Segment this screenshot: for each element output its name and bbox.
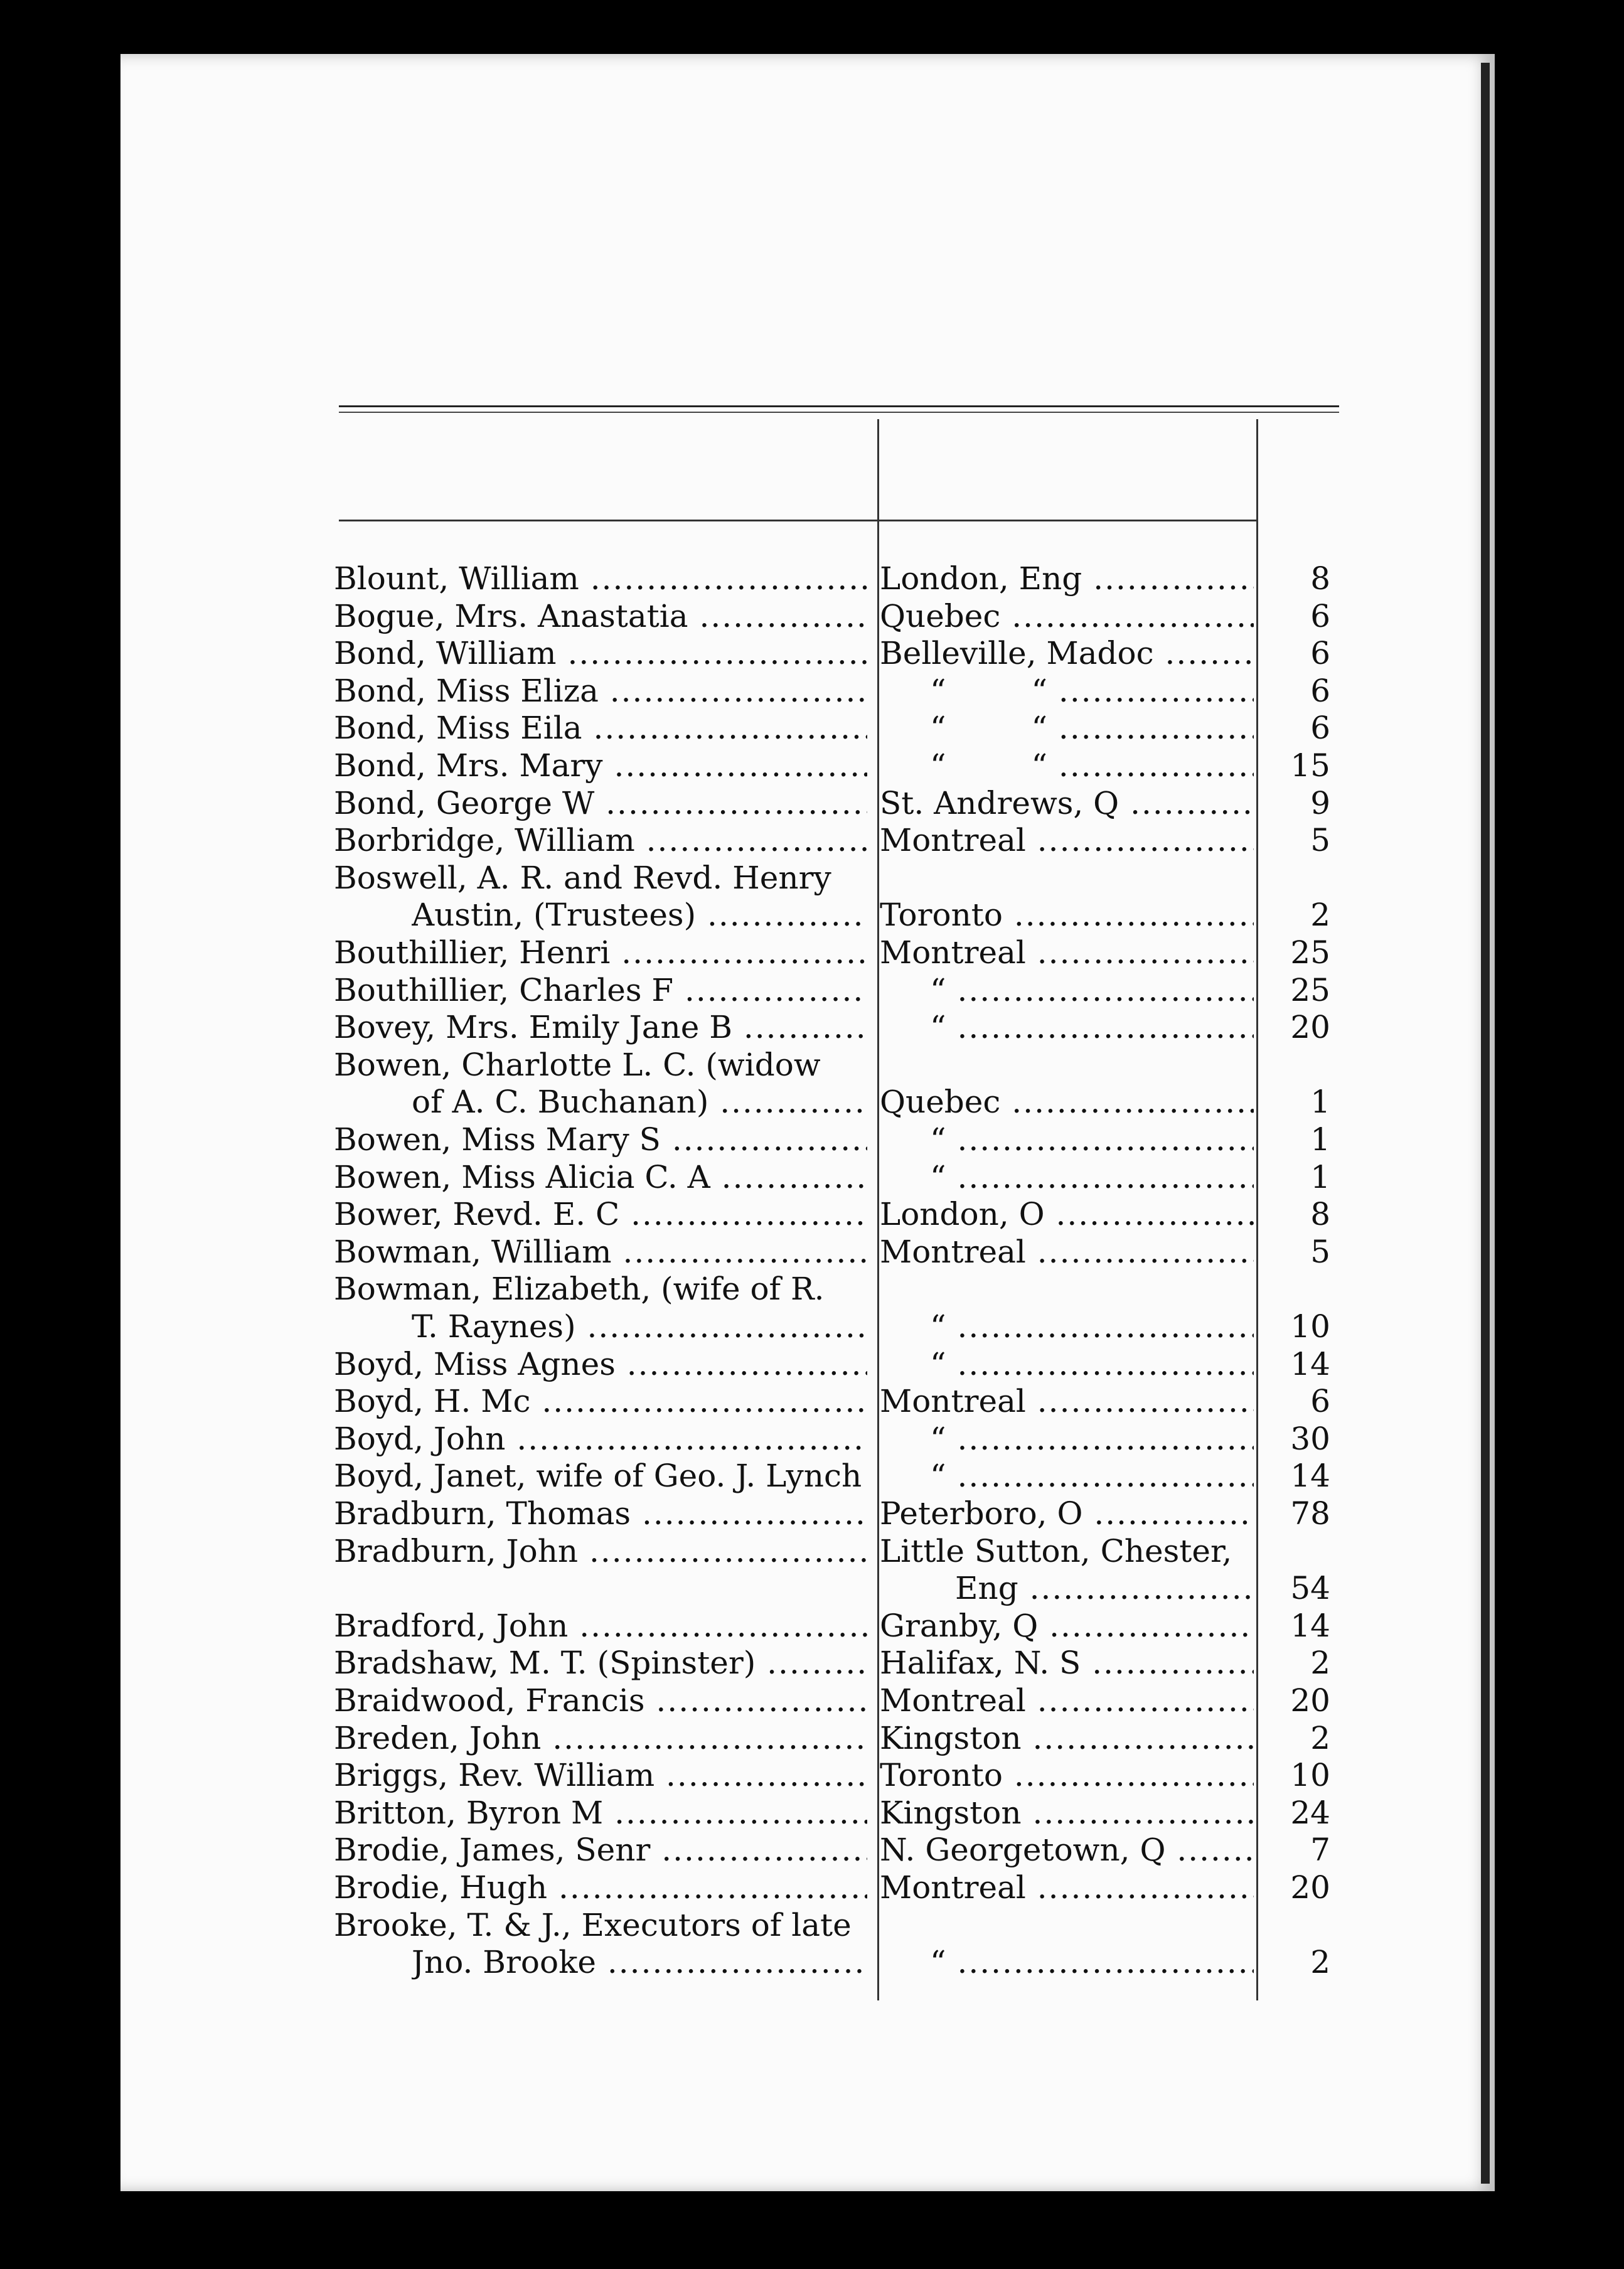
shareholder-residence: “ ..... [880, 1121, 1254, 1158]
shareholder-residence: “ ..... [880, 1943, 1254, 1981]
shareholder-name: Breden, John ..... [334, 1719, 867, 1757]
shareholder-name: Bond, Miss Eila ..... [334, 709, 867, 747]
table-row [0, 1794, 1624, 1832]
shareholder-name: Boyd, Miss Agnes ..... [334, 1345, 867, 1383]
shareholder-residence: St. Andrews, Q ..... [880, 784, 1254, 822]
table-row [0, 672, 1624, 710]
shareholder-shares: 5 [1310, 822, 1330, 859]
shareholder-shares: 14 [1290, 1345, 1330, 1382]
shareholder-name: Bond, Miss Eliza ..... [334, 672, 867, 710]
shareholder-shares: 5 [1310, 1233, 1330, 1270]
shareholder-residence: “ ..... [880, 1457, 1254, 1495]
shareholder-residence: “ ..... [880, 1008, 1254, 1046]
table-row [0, 1532, 1624, 1570]
shareholder-name: Boyd, John ..... [334, 1420, 867, 1458]
shareholder-name: Bradford, John ..... [334, 1607, 867, 1645]
table-row [0, 934, 1624, 971]
shareholder-shares: 2 [1310, 1719, 1330, 1756]
table-row [0, 1943, 1624, 1981]
table-row [0, 896, 1624, 934]
shareholder-residence: “ “ ..... [880, 709, 1254, 747]
shareholder-shares: 6 [1310, 710, 1330, 747]
table-row [0, 1233, 1624, 1271]
shareholder-residence: Montreal ..... [880, 1382, 1254, 1420]
table-row [0, 1495, 1624, 1532]
shareholder-name: Bouthillier, Henri ..... [334, 934, 867, 971]
shareholder-shares: 14 [1290, 1458, 1330, 1495]
shareholder-name: Bond, George W ..... [334, 784, 867, 822]
shareholder-name: Bower, Revd. E. C ..... [334, 1195, 867, 1233]
shareholder-shares: 1 [1310, 1121, 1330, 1158]
table-row [0, 1308, 1624, 1345]
shareholder-name: T. Raynes) ..... [412, 1308, 867, 1345]
shareholder-name: Bradshaw, M. T. (Spinster) ..... [334, 1644, 867, 1682]
shareholder-shares: 6 [1310, 1383, 1330, 1420]
shareholder-residence: “ “ ..... [880, 747, 1254, 784]
shareholder-shares: 20 [1290, 1009, 1330, 1046]
shareholder-shares: 25 [1290, 971, 1330, 1008]
shareholder-name: Boswell, A. R. and Revd. Henry [334, 859, 831, 896]
table-row [0, 1046, 1624, 1084]
shareholder-residence: Kingston ..... [880, 1719, 1254, 1757]
table-row [0, 821, 1624, 859]
table-row [0, 1906, 1624, 1944]
shareholder-shares: 24 [1290, 1794, 1330, 1831]
shareholder-residence: “ ..... [880, 1420, 1254, 1458]
shareholder-residence: Belleville, Madoc ..... [880, 634, 1254, 672]
shareholder-residence: Montreal ..... [880, 1233, 1254, 1271]
shareholder-name: Boyd, Janet, wife of Geo. J. Lynch ..... [334, 1457, 867, 1495]
shareholder-residence: Toronto ..... [880, 896, 1254, 934]
shareholder-name: Bradburn, Thomas ..... [334, 1495, 867, 1532]
shareholder-name: Austin, (Trustees) ..... [412, 896, 867, 934]
column-header-shares [1260, 414, 1335, 521]
shareholder-shares: 78 [1290, 1495, 1330, 1532]
table-row [0, 1831, 1624, 1869]
table-row [0, 1682, 1624, 1719]
shareholder-shares: 14 [1290, 1607, 1330, 1644]
table-row [0, 1569, 1624, 1607]
table-row [0, 1008, 1624, 1046]
shareholder-shares: 7 [1310, 1832, 1330, 1869]
shareholder-residence: N. Georgetown, Q ..... [880, 1831, 1254, 1869]
table-row [0, 1195, 1624, 1233]
table-row [0, 1607, 1624, 1645]
shareholder-shares: 10 [1290, 1308, 1330, 1345]
shareholder-residence: Montreal ..... [880, 934, 1254, 971]
shareholder-residence: Montreal ..... [880, 1869, 1254, 1906]
shareholder-residence: “ ..... [880, 971, 1254, 1009]
table-row [0, 1121, 1624, 1158]
shareholder-shares: 1 [1310, 1084, 1330, 1121]
shareholder-name: Bradburn, John ..... [334, 1532, 867, 1570]
shareholder-residence: “ ..... [880, 1158, 1254, 1196]
table-row [0, 1644, 1624, 1682]
shareholder-shares: 8 [1310, 560, 1330, 597]
shareholder-residence: Halifax, N. S ..... [880, 1644, 1254, 1682]
shareholder-shares: 6 [1310, 672, 1330, 709]
shareholder-shares: 2 [1310, 1944, 1330, 1981]
shareholder-name: Brodie, Hugh ..... [334, 1869, 867, 1906]
shareholder-name: Blount, William ..... [334, 560, 867, 597]
shareholder-name: Bond, Mrs. Mary ..... [334, 747, 867, 784]
table-row [0, 560, 1624, 597]
header-rule [339, 405, 1339, 407]
table-row [0, 1756, 1624, 1794]
shareholder-shares: 20 [1290, 1682, 1330, 1719]
shareholder-shares: 8 [1310, 1196, 1330, 1233]
shareholder-residence: Montreal ..... [880, 1682, 1254, 1719]
table-row [0, 634, 1624, 672]
shareholder-residence: Little Sutton, Chester, [880, 1532, 1232, 1569]
shareholder-shares: 1 [1310, 1158, 1330, 1195]
shareholder-name: Bowen, Miss Mary S ..... [334, 1121, 867, 1158]
table-row [0, 597, 1624, 635]
shareholder-residence: Kingston ..... [880, 1794, 1254, 1832]
shareholder-name: Bond, William ..... [334, 634, 867, 672]
table-row [0, 1719, 1624, 1757]
shareholder-name: Bowen, Charlotte L. C. (widow [334, 1046, 821, 1083]
header-rule-secondary [339, 412, 1339, 413]
shareholder-residence: “ ..... [880, 1308, 1254, 1345]
shareholder-name: Britton, Byron M ..... [334, 1794, 867, 1832]
table-row [0, 1083, 1624, 1121]
shareholder-residence: Eng ..... [955, 1569, 1254, 1607]
column-header-rule [339, 520, 1258, 521]
table-row [0, 1158, 1624, 1196]
shareholder-shares: 54 [1290, 1570, 1330, 1607]
table-row [0, 747, 1624, 784]
shareholder-residence: Quebec ..... [880, 1083, 1254, 1121]
shareholder-residence: Montreal ..... [880, 821, 1254, 859]
table-row [0, 1382, 1624, 1420]
shareholder-residence: Peterboro, O ..... [880, 1495, 1254, 1532]
table-row [0, 1457, 1624, 1495]
shareholder-shares: 20 [1290, 1869, 1330, 1906]
shareholder-name: Brodie, James, Senr ..... [334, 1831, 867, 1869]
table-row [0, 971, 1624, 1009]
shareholder-shares: 2 [1310, 897, 1330, 934]
table-row [0, 709, 1624, 747]
table-row [0, 1420, 1624, 1458]
table-row [0, 859, 1624, 897]
shareholder-residence: Quebec ..... [880, 597, 1254, 635]
shareholder-residence: Toronto ..... [880, 1756, 1254, 1794]
table-row [0, 784, 1624, 822]
shareholder-name: Brooke, T. & J., Executors of late [334, 1906, 852, 1943]
shareholder-shares: 6 [1310, 635, 1330, 672]
table-row [0, 1869, 1624, 1906]
shareholder-shares: 10 [1290, 1757, 1330, 1794]
shareholder-name: Braidwood, Francis ..... [334, 1682, 867, 1719]
shareholder-name: Bovey, Mrs. Emily Jane B ..... [334, 1008, 867, 1046]
table-row [0, 1270, 1624, 1308]
shareholder-name: Bowman, William ..... [334, 1233, 867, 1271]
shareholder-residence: London, Eng ..... [880, 560, 1254, 597]
shareholder-name: Boyd, H. Mc ..... [334, 1382, 867, 1420]
shareholder-name: of A. C. Buchanan) ..... [412, 1083, 867, 1121]
shareholder-shares: 30 [1290, 1420, 1330, 1457]
shareholder-name: Bowman, Elizabeth, (wife of R. [334, 1271, 825, 1308]
shareholder-residence: “ “ ..... [880, 672, 1254, 710]
table-row [0, 1345, 1624, 1383]
shareholder-residence: Granby, Q ..... [880, 1607, 1254, 1645]
shareholder-shares: 6 [1310, 597, 1330, 634]
shareholder-name: Borbridge, William ..... [334, 821, 867, 859]
shareholder-residence: “ ..... [880, 1345, 1254, 1383]
page-header [334, 326, 1363, 376]
shareholder-shares: 9 [1310, 784, 1330, 821]
shareholder-name: Jno. Brooke ..... [412, 1943, 867, 1981]
shareholder-name: Briggs, Rev. William ..... [334, 1756, 867, 1794]
shareholder-name: Bowen, Miss Alicia C. A ..... [334, 1158, 867, 1196]
shareholder-residence: London, O ..... [880, 1195, 1254, 1233]
shareholder-name: Bogue, Mrs. Anastatia ..... [334, 597, 867, 635]
shareholder-shares: 15 [1290, 747, 1330, 784]
shareholder-name: Bouthillier, Charles F ..... [334, 971, 867, 1009]
shareholder-shares: 2 [1310, 1645, 1330, 1682]
shareholder-shares: 25 [1290, 934, 1330, 971]
